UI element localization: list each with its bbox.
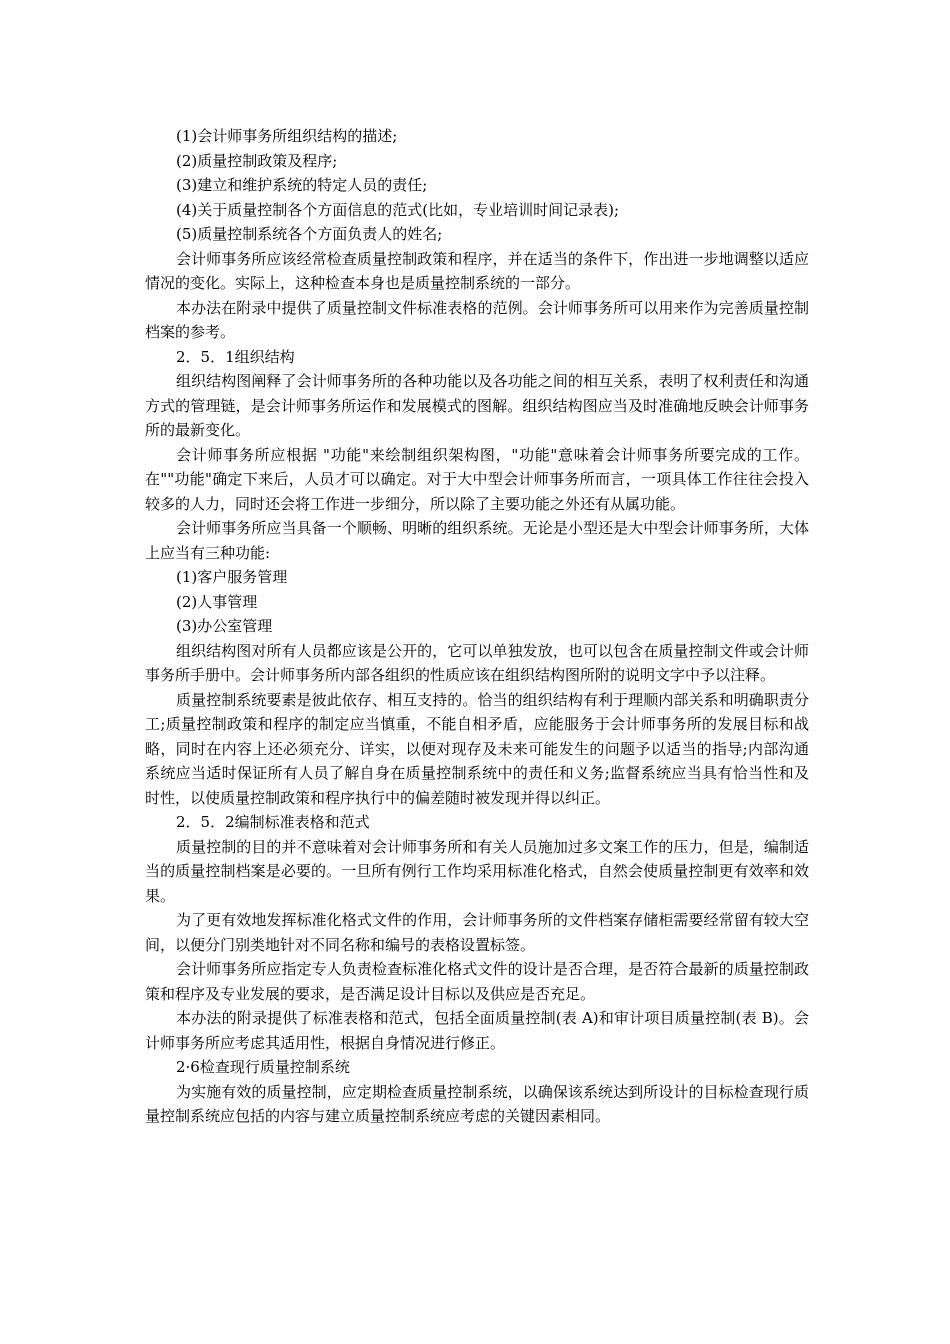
paragraph-org-chart: 组织结构图阐释了会计师事务所的各种功能以及各功能之间的相互关系，表明了权利责任和沟通方式的管理链，是会计师事务所运作和发展模式的图解。组织结构图应当及时准确地反映会计师事务所的最新变化。 — [145, 372, 809, 439]
paragraph-periodic-check: 为实施有效的质量控制，应定期检查质量控制系统，以确保该系统达到所设计的目标检查现行质量控制系统应包括的内容与建立质量控制系统应考虑的关键因素相同。 — [145, 1082, 809, 1125]
section-heading-2-6: 2·6检查现行质量控制系统 — [176, 1058, 350, 1076]
list-item-personnel: (2)人事管理 — [176, 592, 258, 611]
section-heading-2-5-2: 2．5．2编制标准表格和范式 — [176, 813, 370, 831]
paragraph-three-functions: 会计师事务所应当具备一个顺畅、明晰的组织系统。无论是小型还是大中型会计师事务所，大体上应当有三种功能: — [145, 519, 809, 562]
list-item-responsible-names: (5)质量控制系统各个方面负责人的姓名; — [176, 225, 443, 243]
list-item-client-service: (1)客户服务管理 — [176, 568, 288, 586]
paragraph-designated-person: 会计师事务所应指定专人负责检查标准化格式文件的设计是否合理，是否符合最新的质量控制政策和程序及专业发展的要求，是否满足设计目标以及供应是否充足。 — [145, 960, 809, 1003]
list-item-responsibilities: (3)建立和维护系统的特定人员的责任; — [176, 176, 428, 194]
paragraph-storage: 为了更有效地发挥标准化格式文件的作用，会计师事务所的文件档案存储柜需要经常留有较大空间，以便分门别类地针对不同名称和编号的表格设置标签。 — [145, 911, 809, 954]
paragraph-appendix-examples: 本办法在附录中提供了质量控制文件标准表格的范例。会计师事务所可以用来作为完善质量控制档案的参考。 — [145, 298, 809, 341]
list-item-information-forms: (4)关于质量控制各个方面信息的范式(比如，专业培训时间记录表); — [176, 200, 620, 219]
paragraph-org-chart-public: 组织结构图对所有人员都应该是公开的，它可以单独发放，也可以包含在质量控制文件或会计师事务所手册中。会计师事务所内部各组织的性质应该在组织结构图所附的说明文字中予以注释。 — [145, 641, 809, 684]
paragraph-purpose: 质量控制的目的并不意味着对会计师事务所和有关人员施加过多文案工作的压力，但是，编制适当的质量控制档案是必要的。一旦所有例行工作均采用标准化格式，自然会使质量控制更有效率和效果。 — [145, 837, 809, 905]
list-item-firm-structure: (1)会计师事务所组织结构的描述; — [176, 127, 398, 145]
section-heading-2-5-1: 2．5．1组织结构 — [176, 347, 295, 366]
list-item-policies: (2)质量控制政策及程序; — [176, 151, 338, 170]
paragraph-regular-review: 会计师事务所应该经常检查质量控制政策和程序，并在适当的条件下，作出进一步地调整以适应情况的变化。实际上，这种检查本身也是质量控制系统的一部分。 — [145, 249, 809, 292]
paragraph-system-elements: 质量控制系统要素是彼此依存、相互支持的。恰当的组织结构有利于理顺内部关系和明确职责分工;质量控制政策和程序的制定应当慎重，不能自相矛盾，应能服务于会计师事务所的发展目标和战略，同时在内容上还必须充分、详实，以便对现存及未来可能发生的问题予以适当的指导;内部沟通系统应当适时保证所有人员了解自身在质量控制系统中的责任和义务;监督系统应当具有恰当性和及时性，以使质量控制政策和程序执行中的偏差随时被发现并得以纠正。 — [145, 690, 809, 807]
document-body — [145, 124, 809, 1129]
paragraph-appendix-tables: 本办法的附录提供了标准表格和范式，包括全面质量控制(表 A)和审计项目质量控制(表 B)。会计师事务所应考虑其适用性，根据自身情况进行修正。 — [145, 1009, 809, 1052]
paragraph-functions: 会计师事务所应根据 "功能"来绘制组织架构图，"功能"意味着会计师事务所要完成的工作。在""功能"确定下来后，人员才可以确定。对于大中型会计师事务所而言，一项具体工作往往会投入较多的人力，同时还会将工作进一步细分，所以除了主要功能之外还有从属功能。 — [145, 445, 809, 513]
list-item-office: (3)办公室管理 — [176, 617, 273, 635]
